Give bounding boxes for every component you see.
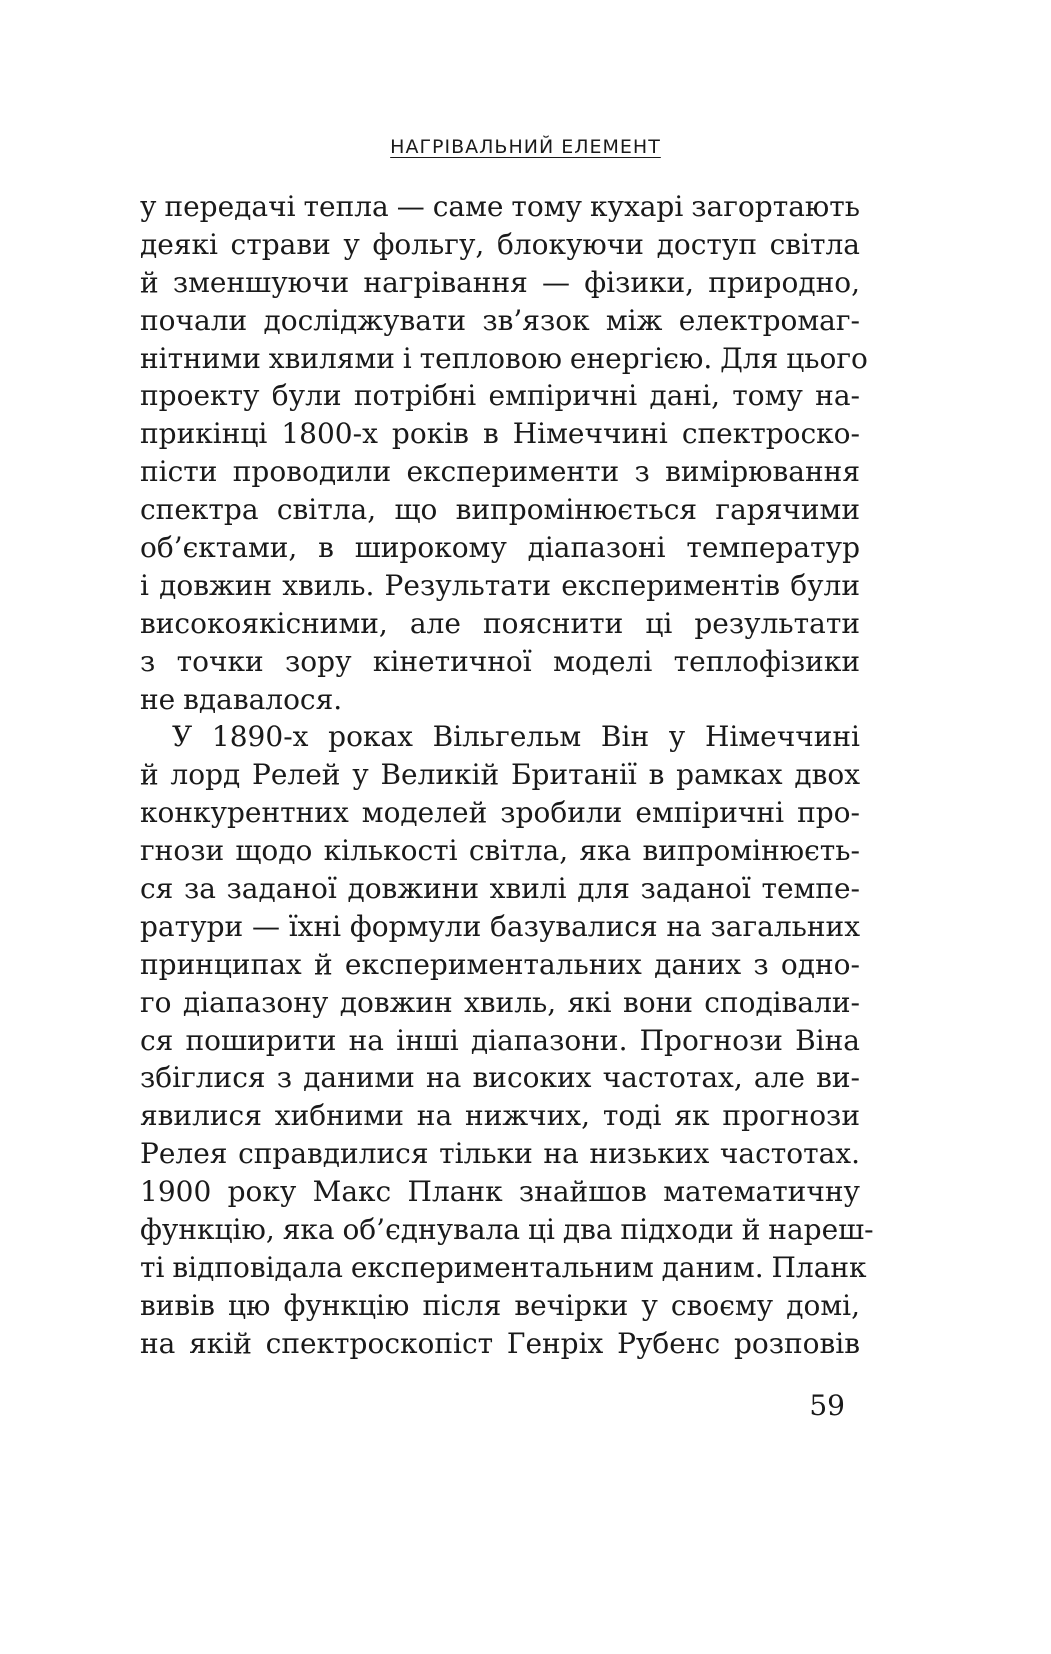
text-line: ся поширити на інші діапазони. Прогнози Віна	[140, 1023, 860, 1057]
text-line: ся за заданої довжини хвилі для заданої темпе-	[140, 872, 860, 906]
text-line: Релея справдилися тільки на низьких частотах.	[140, 1137, 860, 1171]
text-line: з точки зору кінетичної моделі теплофізики	[140, 644, 860, 678]
text-line: спектра світла, що випромінюється гарячими	[140, 493, 860, 527]
text-line: 1900 року Макс Планк знайшов математичну	[140, 1175, 860, 1209]
text-line: й лорд Релей у Великій Британії в рамках двох	[140, 758, 860, 792]
text-line: У 1890-х роках Вільгельм Він у Німеччині	[172, 720, 860, 754]
text-line: прикінці 1800-х років в Німеччині спектроско-	[140, 417, 860, 451]
text-line: почали досліджувати зв’язок між електромаг-	[140, 303, 860, 337]
text-line: вивів цю функцію після вечірки у своєму домі,	[140, 1288, 860, 1322]
text-line: високоякісними, але пояснити ці результати	[140, 606, 860, 640]
text-line: об’єктами, в широкому діапазоні температур	[140, 531, 860, 565]
running-header	[0, 136, 1051, 158]
text-line: конкурентних моделей зробили емпіричні про-	[140, 796, 860, 830]
text-line: деякі страви у фольгу, блокуючи доступ світла	[140, 227, 860, 261]
text-line: і довжин хвиль. Результати експериментів були	[140, 568, 860, 602]
text-line: функцію, яка об’єднувала ці два підходи й нареш-	[140, 1213, 874, 1247]
text-line: нітними хвилями і тепловою енергією. Для цього	[140, 341, 868, 375]
text-line: го діапазону довжин хвиль, які вони сподівали-	[140, 985, 860, 1019]
running-header-title: НАГРІВАЛЬНИЙ ЕЛЕМЕНТ	[390, 136, 661, 158]
text-line: ті відповідала експериментальним даним. Планк	[140, 1250, 867, 1284]
text-line: на якій спектроскопіст Генріх Рубенс розповів	[140, 1326, 860, 1360]
body-text	[140, 188, 874, 1363]
text-line: принципах й експериментальних даних з одно-	[140, 947, 860, 981]
text-line: збіглися з даними на високих частотах, але ви-	[140, 1061, 860, 1095]
text-line: у передачі тепла — саме тому кухарі загортають	[140, 190, 860, 223]
text-line: проекту були потрібні емпіричні дані, тому на-	[140, 379, 860, 413]
text-line: явилися хибними на нижчих, тоді як прогнози	[140, 1099, 860, 1133]
paragraph	[140, 188, 868, 718]
text-line: пісти проводили експерименти з вимірювання	[140, 455, 860, 489]
text-line: й зменшуючи нагрівання — фізики, природно,	[140, 265, 860, 299]
text-line: гнози щодо кількості світла, яка випромінюєть-	[140, 834, 860, 868]
text-line: не вдавалося.	[140, 682, 343, 716]
paragraph	[140, 718, 874, 1362]
page-number: 59	[809, 1389, 845, 1422]
text-line: ратури — їхні формули базувалися на загальних	[140, 909, 860, 943]
